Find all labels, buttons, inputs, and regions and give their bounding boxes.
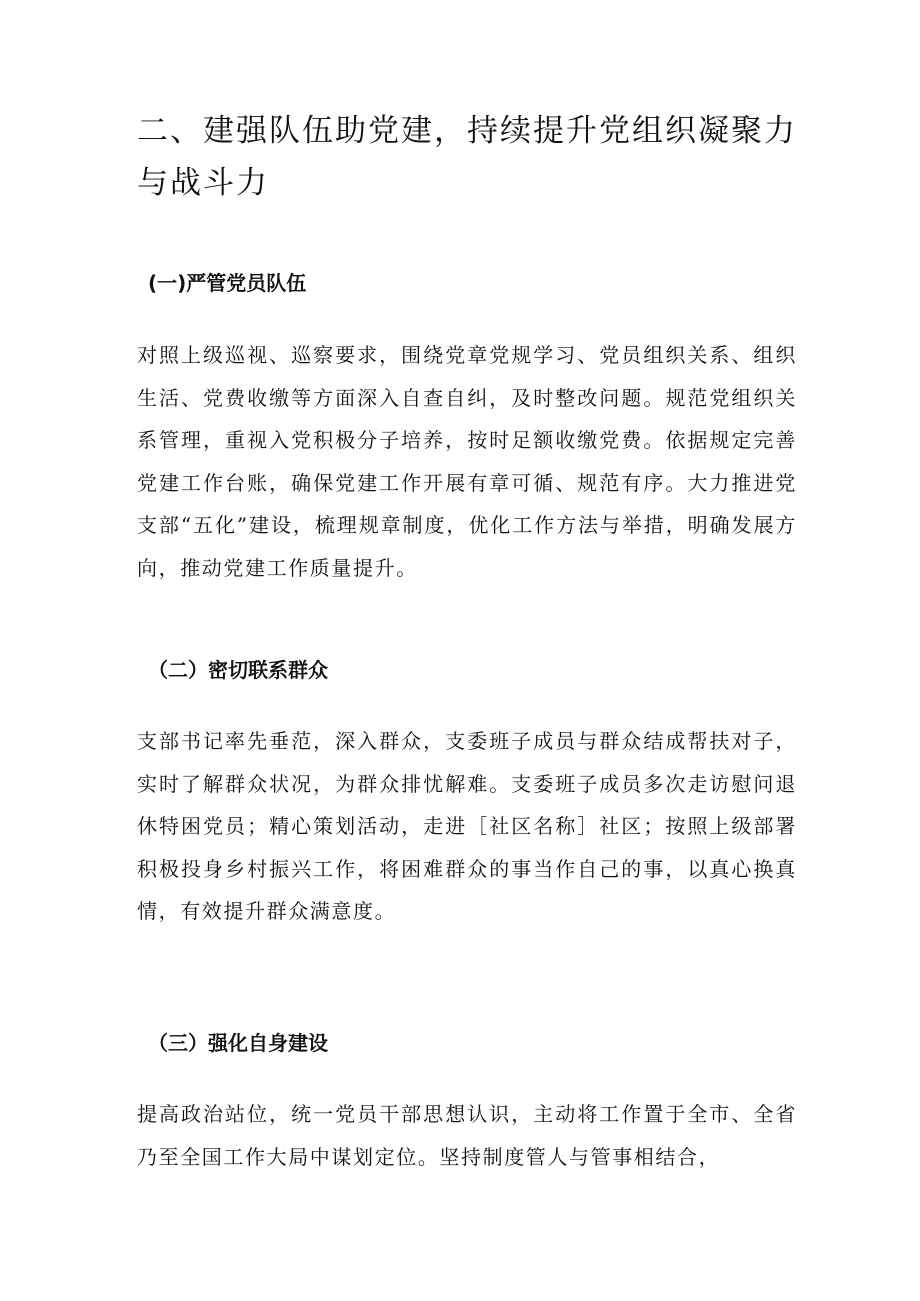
section-heading-2: （二）密切联系群众 bbox=[148, 658, 328, 682]
section-body-1: 对照上级巡视、巡察要求，围绕党章党规学习、党员组织关系、组织生活、党费收缴等方面深入自查自纠，及时整改问题。规范党组织关系管理，重视入党积极分子培养，按时足额收缴党费。依据规定完善党建工作台账，确保党建工作开展有章可循、规范有序。大力推进党支部“五化”建设，梳理规章制度，优化工作方法与举措，明确发展方向，推动党建工作质量提升。 bbox=[137, 343, 797, 580]
section-body-3: 提高政治站位，统一党员干部思想认识，主动将工作置于全市、全省乃至全国工作大局中谋划定位。坚持制度管人与管事相结合， bbox=[137, 1102, 797, 1169]
section-heading-3: （三）强化自身建设 bbox=[148, 1031, 328, 1055]
document-title: 二、建强队伍助党建，持续提升党组织凝聚力与战斗力 bbox=[137, 113, 797, 201]
section-heading-1: (一)严管党员队伍 bbox=[148, 271, 307, 295]
section-body-2: 支部书记率先垂范，深入群众，支委班子成员与群众结成帮扶对子，实时了解群众状况，为群众排忧解难。支委班子成员多次走访慰问退休特困党员；精心策划活动，走进［社区名称］社区；按照上级部署积极投身乡村振兴工作，将困难群众的事当作自己的事，以真心换真情，有效提升群众满意度。 bbox=[137, 729, 797, 923]
